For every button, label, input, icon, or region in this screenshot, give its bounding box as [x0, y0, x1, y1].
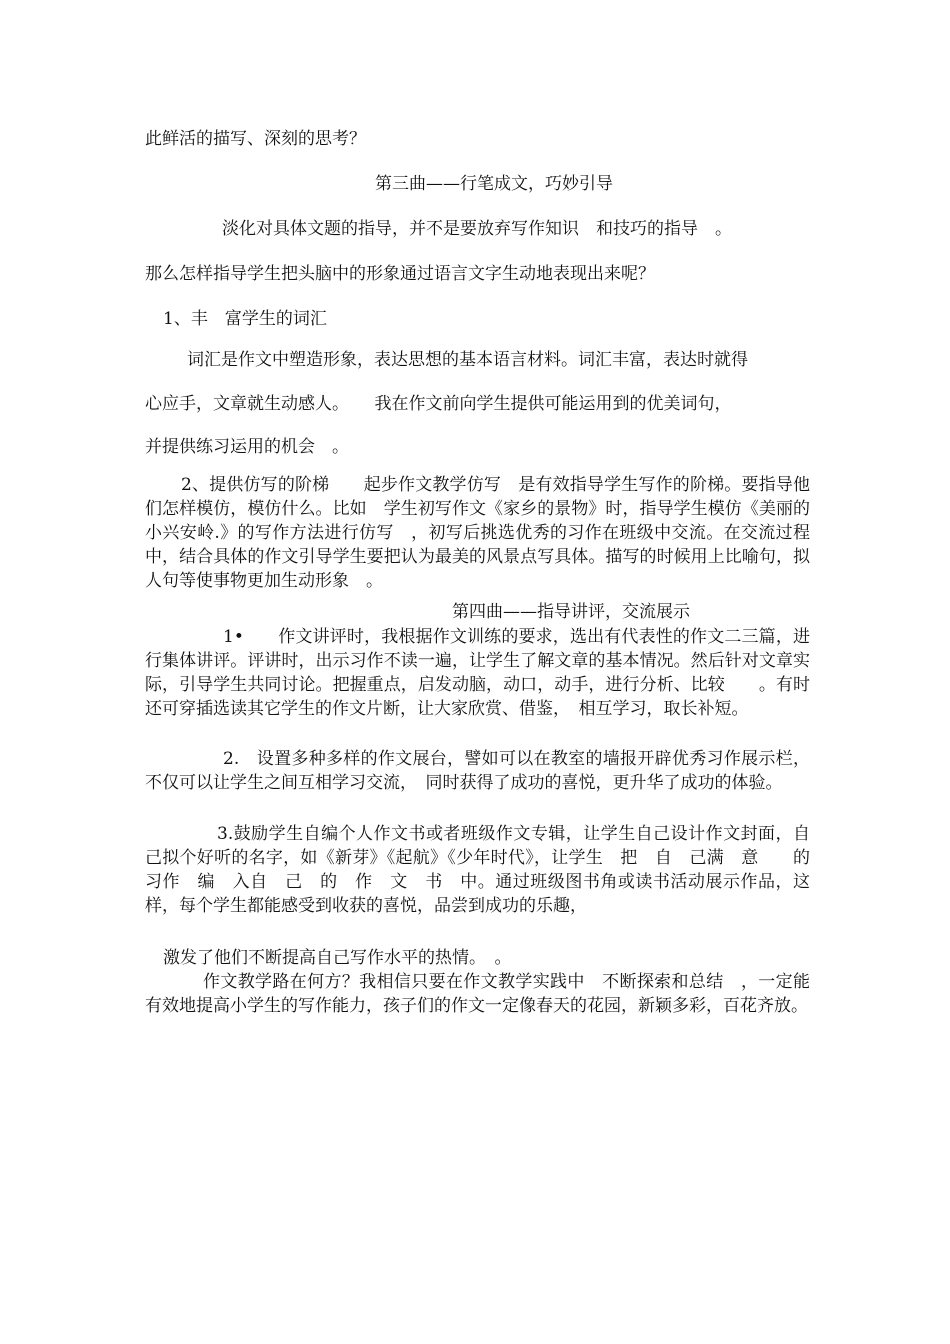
- paragraph: 作文教学路在何方？我相信只要在作文教学实践中 不断探索和总结 ，一定能有效地提高小学生的写作能力，孩子们的作文一定像春天的花园，新颖多彩，百花齐放。: [145, 972, 810, 1016]
- section-heading-3: 第三曲——行笔成文，巧妙引导: [375, 174, 613, 194]
- text-line: 那么怎样指导学生把头脑中的形象通过语言文字生动地表现出来呢？: [145, 264, 655, 284]
- text-line: 词汇是作文中塑造形象，表达思想的基本语言材料。词汇丰富，表达时就得: [187, 350, 748, 370]
- paragraph: 2、提供仿写的阶梯 起步作文教学仿写 是有效指导学生写作的阶梯。要指导他们怎样模仿，模仿什么。比如 学生初写作文《家乡的景物》时，指导学生模仿《美丽的小兴安岭.》的写作方法进行仿写 ，初写后挑选优秀的习作在班级中交流。在交流过程中，结合具体的作文引导学生要把认为最美的风景点写具体。描写的时候用上比喻句，拟人句等使事物更加生动形象 。: [145, 475, 810, 591]
- text-line: 并提供练习运用的机会 。: [145, 437, 349, 457]
- list-item-heading: 1、丰 富学生的词汇: [163, 309, 327, 329]
- text-line: 淡化对具体文题的指导，并不是要放弃写作知识 和技巧的指导 。: [222, 219, 732, 239]
- paragraph: 1• 作文讲评时，我根据作文训练的要求，选出有代表性的作文二三篇，进行集体讲评。评讲时，出示习作不读一遍，让学生了解文章的基本情况。然后针对文章实际，引导学生共同讨论。把握重点，启发动脑，动口，动手，进行分析、比较 。有时还可穿插选读其它学生的作文片断，让大家欣赏、借鉴， 相互学习，取长补短。: [145, 627, 810, 719]
- section-heading-4: 第四曲——指导讲评，交流展示: [452, 602, 690, 622]
- text-line: 此鲜活的描写、深刻的思考？: [145, 129, 366, 149]
- paragraph: 3.鼓励学生自编个人作文书或者班级作文专辑，让学生自己设计作文封面，自己拟个好听的名字，如《新芽》《起航》《少年时代》，让学生 把 自 己满 意 的 习作 编 入自 己 的 作 文 书 中。通过班级图书角或读书活动展示作品，这样，每个学生都能感受到收获的喜悦，品尝到成功的乐趣，: [145, 824, 827, 916]
- text-line: 激发了他们不断提高自己写作水平的热情。 。: [163, 948, 512, 968]
- paragraph: 2. 设置多种多样的作文展台，譬如可以在教室的墙报开辟优秀习作展示栏，不仅可以让学生之间互相学习交流， 同时获得了成功的喜悦，更升华了成功的体验。: [145, 749, 810, 793]
- text-line: 心应手，文章就生动感人。 我在作文前向学生提供可能运用到的优美词句，: [145, 394, 732, 414]
